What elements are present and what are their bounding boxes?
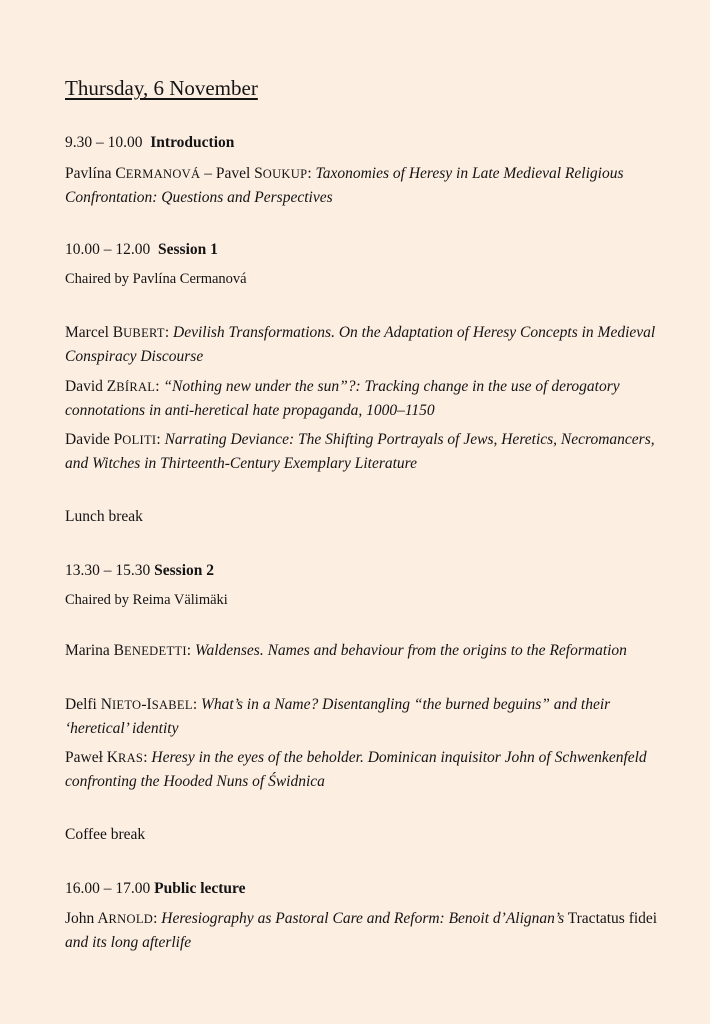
talk-title: What’s in a Name? Disentangling “the burned beguins” and their ‘heretical’ identity <box>65 696 611 737</box>
lecture-slot <box>65 880 665 898</box>
talk-item: John ARNOLD: Heresiography as Pastoral Care and Reform: Benoit d’Alignan’s Tractatus fidei and its long afterlife <box>65 910 658 951</box>
intro-talk: Pavlína CERMANOVÁ – Pavel SOUKUP: Taxonomies of Heresy in Late Medieval Religious Confrontation: Questions and Perspectives <box>65 165 624 206</box>
talk-title: Taxonomies of Heresy in Late Medieval Religious Confrontation: Questions and Perspectives <box>65 165 624 206</box>
session1-title: Session 1 <box>158 241 218 258</box>
speaker-surname: OLITI <box>122 433 157 447</box>
session2-chair: Chaired by Reima Välimäki <box>65 592 228 608</box>
speaker-surname-initial: S <box>254 165 263 182</box>
speaker-first-name: Paweł <box>65 749 103 766</box>
talk-title-end: and its long afterlife <box>65 934 192 951</box>
speaker-first-name: John <box>65 910 95 927</box>
talk-title: Devilish Transformations. On the Adaptation of Heresy Concepts in Medieval Conspiracy Discourse <box>65 324 656 365</box>
talk-title: “Nothing new under the sun”?: Tracking change in the use of derogatory connotations in anti-heretical hate propaganda, 1000–1150 <box>65 378 620 419</box>
talk-item: Delfi NIETO-ISABEL: What’s in a Name? Disentangling “the burned beguins” and their ‘heretical’ identity <box>65 696 611 737</box>
talk-item: David ZBÍRAL: “Nothing new under the sun”?: Tracking change in the use of derogatory connotations in anti-heretical hate propaganda, 1000–1150 <box>65 378 620 419</box>
session1-slot <box>65 241 665 259</box>
speaker-surname-initial: B <box>113 642 124 659</box>
speaker-first-name: Pavlína <box>65 165 112 182</box>
speaker-surname: IETO <box>111 698 142 712</box>
speaker-surname: UBERT <box>123 326 165 340</box>
lunch-break: Lunch break <box>65 508 143 525</box>
talk-item: Davide POLITI: Narrating Deviance: The Shifting Portrayals of Jews, Heretics, Necromancers, and Witches in Thirteenth-Century Exemplary Literature <box>65 431 655 472</box>
talk-title: Heresiography as Pastoral Care and Reform: Benoit d’Alignan’s <box>161 910 565 927</box>
speaker-surname: ERMANOVÁ <box>125 167 201 181</box>
talk-title: Waldenses. Names and behaviour from the origins to the Reformation <box>194 642 627 659</box>
speaker-separator: – <box>204 165 212 182</box>
talk-title: Heresy in the eyes of the beholder. Dominican inquisitor John of Schwenkenfeld confronting the Hooded Nuns of Świdnica <box>65 749 647 790</box>
speaker-surname: RNOLD <box>108 912 154 926</box>
session2-slot <box>65 562 665 580</box>
speaker-surname-initial: Z <box>106 378 117 395</box>
speaker-surname: BÍRAL <box>116 380 156 394</box>
speaker-surname-initial: I <box>146 696 152 713</box>
talk-item: Marina BENEDETTI: Waldenses. Names and behaviour from the origins to the Reformation <box>65 642 627 659</box>
session2-time: 13.30 – 15.30 <box>65 562 151 579</box>
talk-title: Narrating Deviance: The Shifting Portrayals of Jews, Heretics, Necromancers, and Witches in Thirteenth-Century Exemplary Literature <box>65 431 655 472</box>
intro-title: Introduction <box>150 134 235 151</box>
session1-time: 10.00 – 12.00 <box>65 241 151 258</box>
speaker-first-name: Pavel <box>215 165 251 182</box>
speaker-first-name: Davide <box>65 431 110 448</box>
speaker-surname-initial: P <box>113 431 123 448</box>
speaker-surname-initial: K <box>106 749 118 766</box>
speaker-surname-initial: B <box>112 324 124 341</box>
day-heading: Thursday, 6 November <box>65 76 258 100</box>
speaker-surname-initial: A <box>97 910 109 927</box>
session1-chair: Chaired by Pavlína Cermanová <box>65 271 247 287</box>
speaker-surname: SABEL <box>151 698 193 712</box>
talk-title-work: Tractatus fidei <box>567 910 658 927</box>
speaker-first-name: Marina <box>65 642 110 659</box>
speaker-surname-initial: N <box>100 696 112 713</box>
speaker-first-name: Delfi <box>65 696 97 713</box>
intro-time: 9.30 – 10.00 <box>65 134 143 151</box>
talk-item: Marcel BUBERT: Devilish Transformations. On the Adaptation of Heresy Concepts in Medieval Conspiracy Discourse <box>65 324 656 365</box>
session2-title: Session 2 <box>154 562 214 579</box>
speaker-first-name: Marcel <box>65 324 109 341</box>
speaker-surname: ENEDETTI <box>123 644 187 658</box>
lecture-time: 16.00 – 17.00 <box>65 880 151 897</box>
talk-item: Paweł KRAS: Heresy in the eyes of the beholder. Dominican inquisitor John of Schwenkenfeld confronting the Hooded Nuns of Świdnica <box>65 749 647 790</box>
coffee-break: Coffee break <box>65 826 146 843</box>
speaker-first-name: David <box>65 378 103 395</box>
intro-slot <box>65 134 665 152</box>
speaker-surname-initial: C <box>115 165 126 182</box>
speaker-surname: OUKUP <box>262 167 308 181</box>
lecture-title: Public lecture <box>154 880 246 897</box>
speaker-surname: RAS <box>117 751 144 765</box>
